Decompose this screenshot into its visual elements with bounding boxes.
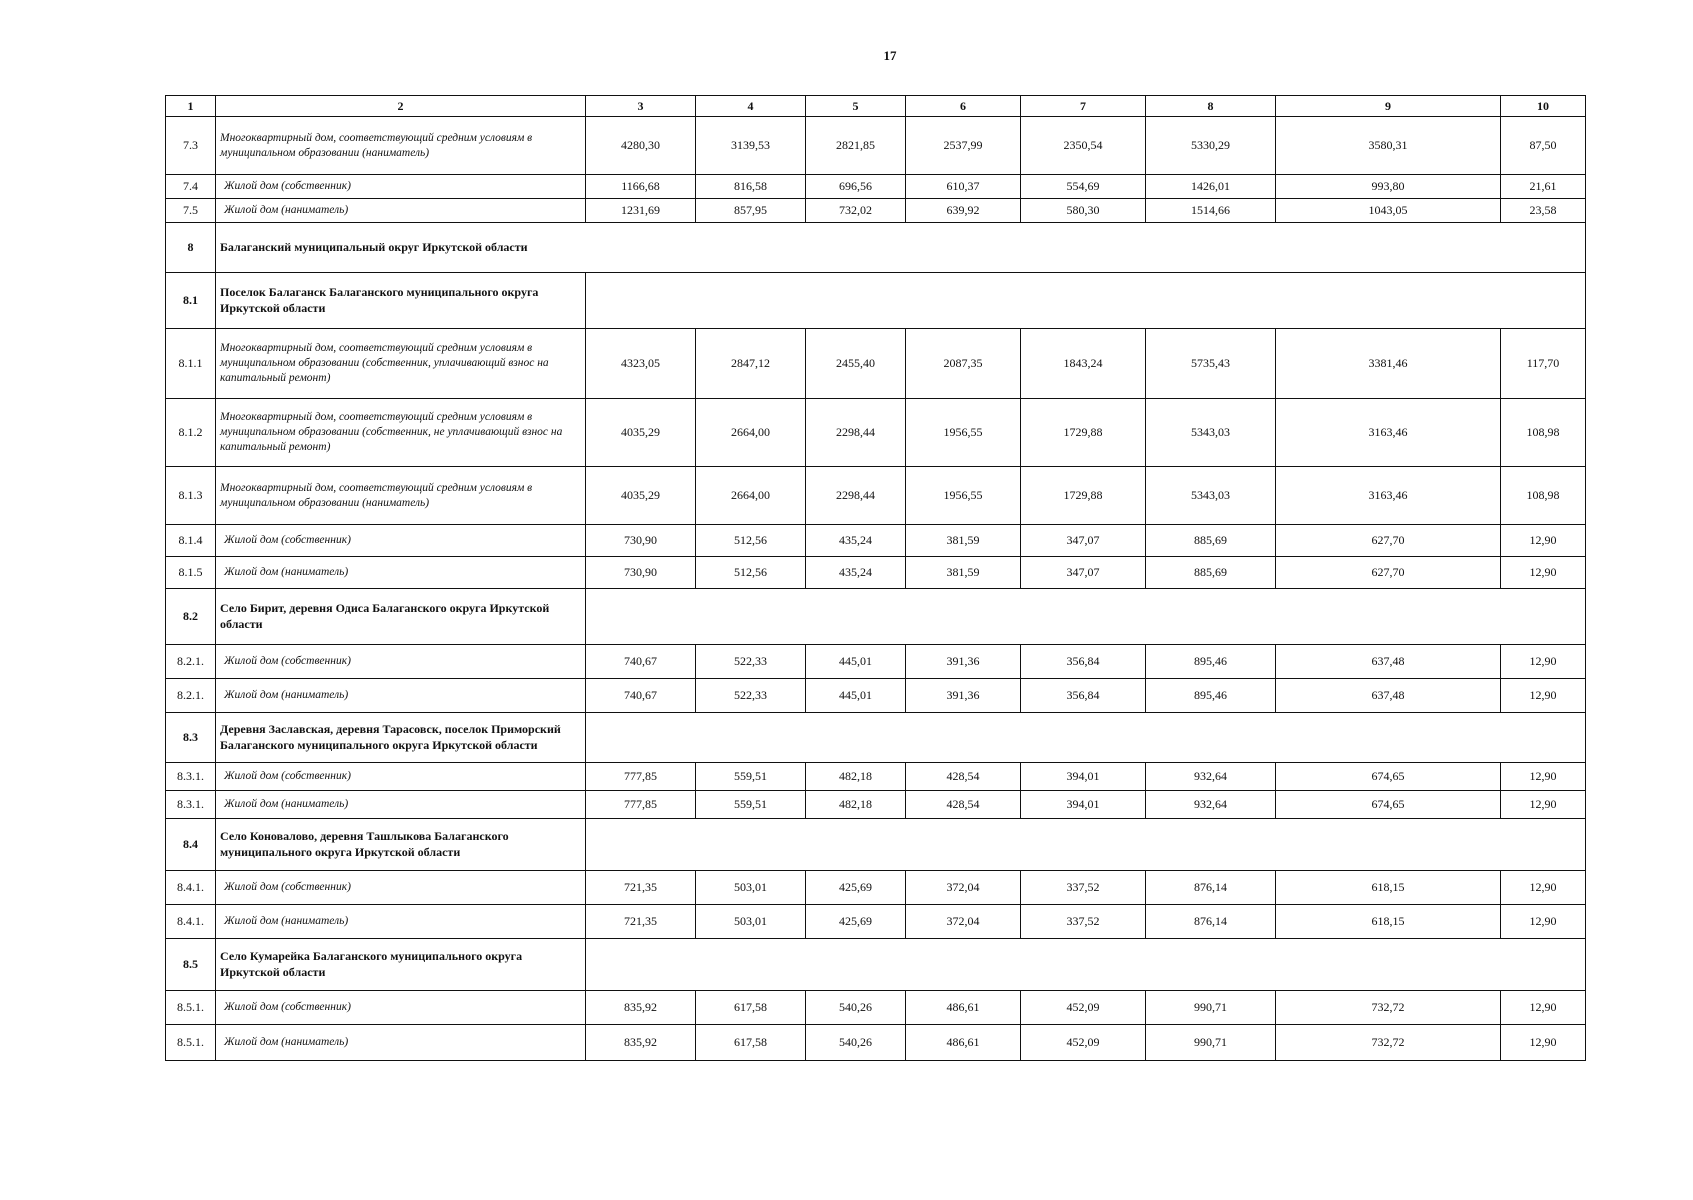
housing-type-label: Жилой дом (наниматель)	[216, 557, 586, 589]
value-cell-col3: 721,35	[586, 905, 696, 939]
table-row	[166, 905, 1586, 939]
table-row	[166, 991, 1586, 1025]
column-header-7: 7	[1021, 96, 1146, 117]
value-cell-col6: 1956,55	[906, 399, 1021, 467]
table-row	[166, 763, 1586, 791]
row-number: 7.3	[166, 117, 216, 175]
value-cell-col9: 627,70	[1276, 557, 1501, 589]
value-cell-col3: 777,85	[586, 791, 696, 819]
housing-type-label: Многоквартирный дом, соответствующий средним условиям в муниципальном образовании (наниматель)	[216, 467, 586, 525]
row-number: 8.5.1.	[166, 991, 216, 1025]
value-cell-col7: 347,07	[1021, 557, 1146, 589]
value-cell-col6: 372,04	[906, 871, 1021, 905]
empty-cell	[586, 273, 1586, 329]
settlement-row	[166, 939, 1586, 991]
value-cell-col7: 394,01	[1021, 791, 1146, 819]
tariff-table	[165, 95, 1586, 1061]
value-cell-col4: 503,01	[696, 871, 806, 905]
value-cell-col8: 885,69	[1146, 557, 1276, 589]
value-cell-col10: 108,98	[1501, 399, 1586, 467]
value-cell-col4: 522,33	[696, 645, 806, 679]
value-cell-col7: 394,01	[1021, 763, 1146, 791]
value-cell-col6: 381,59	[906, 557, 1021, 589]
value-cell-col5: 482,18	[806, 763, 906, 791]
row-number: 8.4.1.	[166, 871, 216, 905]
column-header-1: 1	[166, 96, 216, 117]
row-number: 8.3.1.	[166, 791, 216, 819]
value-cell-col10: 21,61	[1501, 175, 1586, 199]
value-cell-col9: 674,65	[1276, 791, 1501, 819]
value-cell-col6: 428,54	[906, 791, 1021, 819]
value-cell-col4: 617,58	[696, 991, 806, 1025]
row-number: 7.4	[166, 175, 216, 199]
value-cell-col8: 5330,29	[1146, 117, 1276, 175]
value-cell-col4: 2664,00	[696, 467, 806, 525]
district-row	[166, 223, 1586, 273]
column-header-8: 8	[1146, 96, 1276, 117]
row-number: 8.3.1.	[166, 763, 216, 791]
value-cell-col5: 2455,40	[806, 329, 906, 399]
value-cell-col3: 740,67	[586, 679, 696, 713]
row-number: 8.2.1.	[166, 645, 216, 679]
table-row	[166, 117, 1586, 175]
value-cell-col3: 4280,30	[586, 117, 696, 175]
value-cell-col7: 452,09	[1021, 991, 1146, 1025]
value-cell-col10: 12,90	[1501, 645, 1586, 679]
value-cell-col10: 12,90	[1501, 905, 1586, 939]
value-cell-col5: 445,01	[806, 679, 906, 713]
value-cell-col6: 639,92	[906, 199, 1021, 223]
table-row	[166, 525, 1586, 557]
housing-type-label: Жилой дом (наниматель)	[216, 679, 586, 713]
value-cell-col5: 2298,44	[806, 399, 906, 467]
housing-type-label: Жилой дом (собственник)	[216, 871, 586, 905]
housing-type-label: Жилой дом (собственник)	[216, 645, 586, 679]
value-cell-col9: 993,80	[1276, 175, 1501, 199]
value-cell-col8: 932,64	[1146, 791, 1276, 819]
housing-type-label: Жилой дом (собственник)	[216, 175, 586, 199]
settlement-row	[166, 589, 1586, 645]
housing-type-label: Жилой дом (наниматель)	[216, 199, 586, 223]
table-row	[166, 557, 1586, 589]
value-cell-col7: 1729,88	[1021, 399, 1146, 467]
table-row	[166, 679, 1586, 713]
value-cell-col8: 876,14	[1146, 871, 1276, 905]
value-cell-col9: 674,65	[1276, 763, 1501, 791]
value-cell-col5: 540,26	[806, 991, 906, 1025]
value-cell-col9: 627,70	[1276, 525, 1501, 557]
value-cell-col9: 3381,46	[1276, 329, 1501, 399]
value-cell-col4: 522,33	[696, 679, 806, 713]
value-cell-col7: 580,30	[1021, 199, 1146, 223]
row-number: 8.1.1	[166, 329, 216, 399]
value-cell-col3: 740,67	[586, 645, 696, 679]
column-header-3: 3	[586, 96, 696, 117]
value-cell-col4: 2664,00	[696, 399, 806, 467]
housing-type-label: Жилой дом (наниматель)	[216, 905, 586, 939]
settlement-title: Поселок Балаганск Балаганского муниципального округа Иркутской области	[216, 273, 586, 329]
value-cell-col5: 445,01	[806, 645, 906, 679]
value-cell-col10: 12,90	[1501, 525, 1586, 557]
column-header-10: 10	[1501, 96, 1586, 117]
value-cell-col4: 3139,53	[696, 117, 806, 175]
district-title: Балаганский муниципальный округ Иркутской области	[216, 223, 1586, 273]
value-cell-col6: 2537,99	[906, 117, 1021, 175]
settlement-title: Село Бирит, деревня Одиса Балаганского округа Иркутской области	[216, 589, 586, 645]
table-row	[166, 175, 1586, 199]
value-cell-col5: 540,26	[806, 1025, 906, 1061]
value-cell-col9: 3163,46	[1276, 399, 1501, 467]
row-number: 8.1	[166, 273, 216, 329]
value-cell-col7: 356,84	[1021, 645, 1146, 679]
value-cell-col3: 1231,69	[586, 199, 696, 223]
empty-cell	[586, 713, 1586, 763]
value-cell-col10: 108,98	[1501, 467, 1586, 525]
value-cell-col8: 895,46	[1146, 679, 1276, 713]
value-cell-col7: 2350,54	[1021, 117, 1146, 175]
settlement-row	[166, 273, 1586, 329]
value-cell-col10: 12,90	[1501, 557, 1586, 589]
value-cell-col6: 428,54	[906, 763, 1021, 791]
value-cell-col7: 356,84	[1021, 679, 1146, 713]
settlement-row	[166, 713, 1586, 763]
value-cell-col8: 990,71	[1146, 991, 1276, 1025]
value-cell-col5: 435,24	[806, 525, 906, 557]
housing-type-label: Жилой дом (наниматель)	[216, 1025, 586, 1061]
value-cell-col7: 1729,88	[1021, 467, 1146, 525]
table-row	[166, 791, 1586, 819]
value-cell-col10: 87,50	[1501, 117, 1586, 175]
table-row	[166, 467, 1586, 525]
value-cell-col3: 1166,68	[586, 175, 696, 199]
value-cell-col10: 12,90	[1501, 679, 1586, 713]
value-cell-col9: 637,48	[1276, 645, 1501, 679]
value-cell-col5: 732,02	[806, 199, 906, 223]
page-number: 17	[883, 48, 897, 63]
value-cell-col8: 1426,01	[1146, 175, 1276, 199]
value-cell-col4: 559,51	[696, 791, 806, 819]
settlement-title: Село Кумарейка Балаганского муниципального округа Иркутской области	[216, 939, 586, 991]
row-number: 8	[166, 223, 216, 273]
value-cell-col3: 730,90	[586, 557, 696, 589]
value-cell-col6: 1956,55	[906, 467, 1021, 525]
value-cell-col8: 885,69	[1146, 525, 1276, 557]
value-cell-col9: 637,48	[1276, 679, 1501, 713]
value-cell-col10: 12,90	[1501, 991, 1586, 1025]
value-cell-col8: 932,64	[1146, 763, 1276, 791]
table-row	[166, 399, 1586, 467]
value-cell-col3: 721,35	[586, 871, 696, 905]
value-cell-col10: 117,70	[1501, 329, 1586, 399]
value-cell-col3: 4035,29	[586, 399, 696, 467]
value-cell-col3: 835,92	[586, 991, 696, 1025]
column-header-2: 2	[216, 96, 586, 117]
value-cell-col6: 486,61	[906, 1025, 1021, 1061]
value-cell-col3: 4323,05	[586, 329, 696, 399]
column-header-9: 9	[1276, 96, 1501, 117]
housing-type-label: Многоквартирный дом, соответствующий средним условиям в муниципальном образовании (собственник, уплачивающий взнос на капитальный ремонт)	[216, 329, 586, 399]
value-cell-col9: 1043,05	[1276, 199, 1501, 223]
value-cell-col5: 425,69	[806, 871, 906, 905]
value-cell-col8: 990,71	[1146, 1025, 1276, 1061]
empty-cell	[586, 939, 1586, 991]
value-cell-col4: 816,58	[696, 175, 806, 199]
value-cell-col5: 2821,85	[806, 117, 906, 175]
column-header-5: 5	[806, 96, 906, 117]
value-cell-col8: 895,46	[1146, 645, 1276, 679]
value-cell-col3: 777,85	[586, 763, 696, 791]
value-cell-col4: 503,01	[696, 905, 806, 939]
value-cell-col10: 12,90	[1501, 871, 1586, 905]
column-header-6: 6	[906, 96, 1021, 117]
value-cell-col7: 347,07	[1021, 525, 1146, 557]
housing-type-label: Жилой дом (наниматель)	[216, 791, 586, 819]
value-cell-col5: 482,18	[806, 791, 906, 819]
row-number: 8.1.2	[166, 399, 216, 467]
row-number: 8.4	[166, 819, 216, 871]
value-cell-col5: 2298,44	[806, 467, 906, 525]
value-cell-col5: 425,69	[806, 905, 906, 939]
row-number: 8.4.1.	[166, 905, 216, 939]
settlement-title: Деревня Заславская, деревня Тарасовск, поселок Приморский Балаганского муниципального округа Иркутской области	[216, 713, 586, 763]
value-cell-col9: 618,15	[1276, 905, 1501, 939]
value-cell-col8: 1514,66	[1146, 199, 1276, 223]
housing-type-label: Жилой дом (собственник)	[216, 525, 586, 557]
value-cell-col4: 2847,12	[696, 329, 806, 399]
value-cell-col4: 559,51	[696, 763, 806, 791]
value-cell-col6: 2087,35	[906, 329, 1021, 399]
value-cell-col8: 5343,03	[1146, 467, 1276, 525]
row-number: 8.1.5	[166, 557, 216, 589]
row-number: 8.2.1.	[166, 679, 216, 713]
housing-type-label: Жилой дом (собственник)	[216, 763, 586, 791]
value-cell-col10: 12,90	[1501, 1025, 1586, 1061]
value-cell-col6: 391,36	[906, 679, 1021, 713]
value-cell-col6: 486,61	[906, 991, 1021, 1025]
row-number: 8.2	[166, 589, 216, 645]
value-cell-col9: 3580,31	[1276, 117, 1501, 175]
value-cell-col9: 3163,46	[1276, 467, 1501, 525]
value-cell-col10: 23,58	[1501, 199, 1586, 223]
table-row	[166, 1025, 1586, 1061]
value-cell-col3: 835,92	[586, 1025, 696, 1061]
value-cell-col10: 12,90	[1501, 791, 1586, 819]
value-cell-col10: 12,90	[1501, 763, 1586, 791]
value-cell-col7: 554,69	[1021, 175, 1146, 199]
value-cell-col6: 381,59	[906, 525, 1021, 557]
header-row	[166, 96, 1586, 117]
housing-type-label: Многоквартирный дом, соответствующий средним условиям в муниципальном образовании (собственник, не уплачивающий взнос на капитальный ремонт)	[216, 399, 586, 467]
value-cell-col8: 5735,43	[1146, 329, 1276, 399]
value-cell-col5: 435,24	[806, 557, 906, 589]
value-cell-col8: 5343,03	[1146, 399, 1276, 467]
empty-cell	[586, 589, 1586, 645]
value-cell-col6: 372,04	[906, 905, 1021, 939]
empty-cell	[586, 819, 1586, 871]
settlement-row	[166, 819, 1586, 871]
value-cell-col9: 732,72	[1276, 1025, 1501, 1061]
table-body	[166, 117, 1586, 1061]
row-number: 7.5	[166, 199, 216, 223]
value-cell-col4: 512,56	[696, 525, 806, 557]
table-row	[166, 199, 1586, 223]
value-cell-col4: 512,56	[696, 557, 806, 589]
value-cell-col8: 876,14	[1146, 905, 1276, 939]
row-number: 8.3	[166, 713, 216, 763]
value-cell-col7: 337,52	[1021, 905, 1146, 939]
value-cell-col3: 4035,29	[586, 467, 696, 525]
value-cell-col3: 730,90	[586, 525, 696, 557]
housing-type-label: Многоквартирный дом, соответствующий средним условиям в муниципальном образовании (наниматель)	[216, 117, 586, 175]
value-cell-col6: 610,37	[906, 175, 1021, 199]
settlement-title: Село Коноваловo, деревня Ташлыкова Балаганского муниципального округа Иркутской области	[216, 819, 586, 871]
column-header-4: 4	[696, 96, 806, 117]
row-number: 8.1.4	[166, 525, 216, 557]
value-cell-col4: 857,95	[696, 199, 806, 223]
value-cell-col7: 452,09	[1021, 1025, 1146, 1061]
row-number: 8.5	[166, 939, 216, 991]
value-cell-col7: 337,52	[1021, 871, 1146, 905]
value-cell-col7: 1843,24	[1021, 329, 1146, 399]
value-cell-col4: 617,58	[696, 1025, 806, 1061]
row-number: 8.5.1.	[166, 1025, 216, 1061]
row-number: 8.1.3	[166, 467, 216, 525]
value-cell-col9: 618,15	[1276, 871, 1501, 905]
table-row	[166, 329, 1586, 399]
value-cell-col5: 696,56	[806, 175, 906, 199]
value-cell-col9: 732,72	[1276, 991, 1501, 1025]
housing-type-label: Жилой дом (собственник)	[216, 991, 586, 1025]
value-cell-col6: 391,36	[906, 645, 1021, 679]
table-row	[166, 645, 1586, 679]
table-row	[166, 871, 1586, 905]
